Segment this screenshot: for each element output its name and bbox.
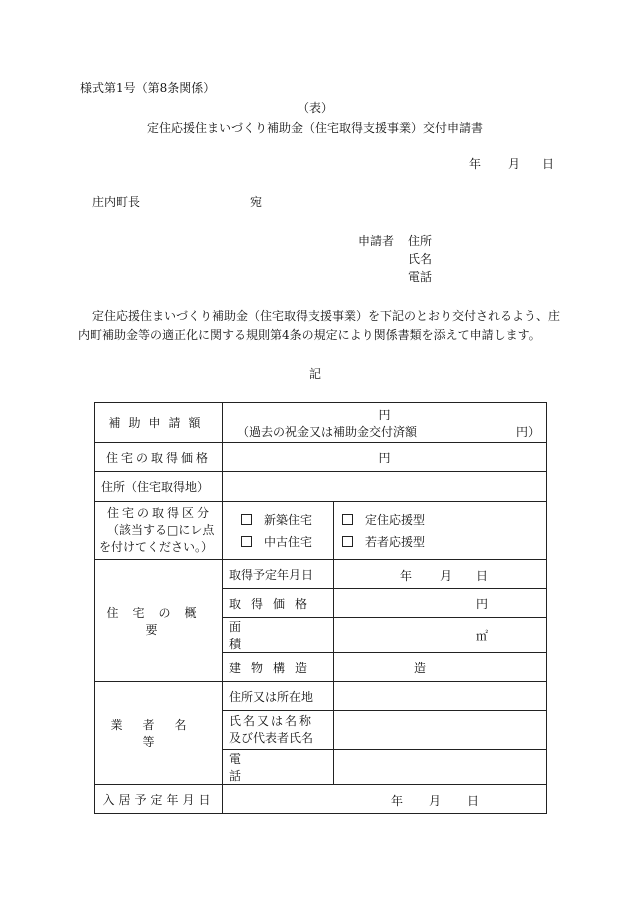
row-address — [95, 472, 547, 502]
price-value[interactable] — [223, 443, 547, 472]
contractor-phone-value[interactable] — [334, 750, 547, 785]
price-unit: 円 — [378, 450, 391, 465]
acquisition-date-label: 取得予定年月日 — [223, 560, 334, 589]
application-table — [94, 402, 547, 814]
addressee-suffix: 宛 — [250, 195, 263, 209]
apply-amount-label: 補助申請額 — [95, 403, 223, 443]
move-in-value[interactable] — [223, 785, 547, 814]
acquisition-date-value[interactable] — [334, 560, 547, 589]
past-amount-unit: 円） — [515, 424, 540, 439]
row-price — [95, 443, 547, 472]
side-label: （表） — [296, 101, 333, 115]
applicant-address-label: 住所 — [408, 234, 433, 248]
checkbox-icon[interactable] — [342, 514, 353, 525]
contractor-name-label-2: 及び代表者氏名 — [229, 731, 314, 745]
apply-amount-value[interactable] — [223, 403, 547, 443]
category-label: 住宅の取得区分 — [106, 506, 212, 520]
contractor-label: 業者名等 — [95, 682, 223, 785]
contractor-name-label-1: 氏名又は名称 — [229, 714, 314, 728]
area-unit: ㎡ — [475, 628, 488, 643]
option-youth-support[interactable] — [342, 531, 540, 553]
option-used-house[interactable] — [241, 531, 327, 553]
move-in-label: 入居予定年月日 — [95, 785, 223, 814]
checkbox-icon[interactable] — [241, 536, 252, 547]
option-used-house-label: 中古住宅 — [264, 534, 313, 549]
category-note-1: （該当する□にレ点 — [107, 523, 215, 537]
row-apply-amount — [95, 403, 547, 443]
category-note-2: を付けてください。） — [99, 540, 214, 554]
body-text-line-2: 内町補助金等の適正化に関する規則第4条の規定により関係書類を添えて申請します。 — [78, 328, 541, 342]
move-in-month-label: 月 — [429, 794, 442, 808]
date-day-label: 日 — [542, 157, 555, 171]
contractor-address-label: 住所又は所在地 — [223, 682, 334, 711]
structure-label: 建物構造 — [223, 653, 334, 682]
acquisition-price-label: 取得価格 — [223, 589, 334, 618]
option-new-house[interactable] — [241, 509, 327, 531]
move-in-year-label: 年 — [391, 794, 404, 808]
support-type-options — [334, 502, 547, 560]
applicant-name-label: 氏名 — [408, 252, 433, 266]
acq-day-label: 日 — [476, 569, 489, 583]
row-category — [95, 502, 547, 560]
addressee-name: 庄内町長 — [92, 195, 141, 209]
price-label: 住宅の取得価格 — [95, 443, 223, 472]
contractor-name-label-cell — [223, 711, 334, 750]
checkbox-icon[interactable] — [342, 536, 353, 547]
option-settlement-support[interactable] — [342, 509, 540, 531]
option-settlement-support-label: 定住応援型 — [365, 512, 426, 527]
acq-month-label: 月 — [440, 569, 453, 583]
area-label: 面積 — [223, 618, 334, 653]
document-title: 定住応援住まいづくり補助金（住宅取得支援事業）交付申請書 — [146, 121, 483, 135]
move-in-day-label: 日 — [467, 794, 480, 808]
applicant-phone-label: 電話 — [408, 270, 433, 284]
address-value[interactable] — [223, 472, 547, 502]
overview-label: 住宅の概要 — [95, 560, 223, 682]
acq-price-unit: 円 — [475, 596, 488, 611]
ki-label: 記 — [308, 367, 321, 381]
structure-value[interactable] — [334, 653, 547, 682]
address-label: 住所（住宅取得地） — [95, 472, 223, 502]
contractor-phone-label: 電話 — [223, 750, 334, 785]
area-value[interactable] — [334, 618, 547, 653]
row-acquisition-date — [95, 560, 547, 589]
row-move-in — [95, 785, 547, 814]
past-amount-note: （過去の祝金又は補助金交付済額 — [237, 424, 418, 439]
apply-amount-unit: 円 — [378, 407, 391, 422]
category-label-cell — [95, 502, 223, 560]
form-number: 様式第1号（第8条関係） — [80, 81, 216, 95]
option-new-house-label: 新築住宅 — [264, 512, 313, 527]
option-youth-support-label: 若者応援型 — [365, 534, 426, 549]
acq-year-label: 年 — [400, 569, 413, 583]
contractor-address-value[interactable] — [334, 682, 547, 711]
contractor-name-value[interactable] — [334, 711, 547, 750]
build-type-options — [223, 502, 334, 560]
acquisition-price-value[interactable] — [334, 589, 547, 618]
date-month-label: 月 — [508, 157, 521, 171]
date-year-label: 年 — [469, 157, 482, 171]
checkbox-icon[interactable] — [241, 514, 252, 525]
row-contractor-address — [95, 682, 547, 711]
applicant-label: 申請者 — [358, 234, 395, 248]
structure-unit: 造 — [414, 660, 427, 675]
body-text-line-1: 定住応援住まいづくり補助金（住宅取得支援事業）を下記のとおり交付されるよう、庄 — [92, 309, 561, 323]
